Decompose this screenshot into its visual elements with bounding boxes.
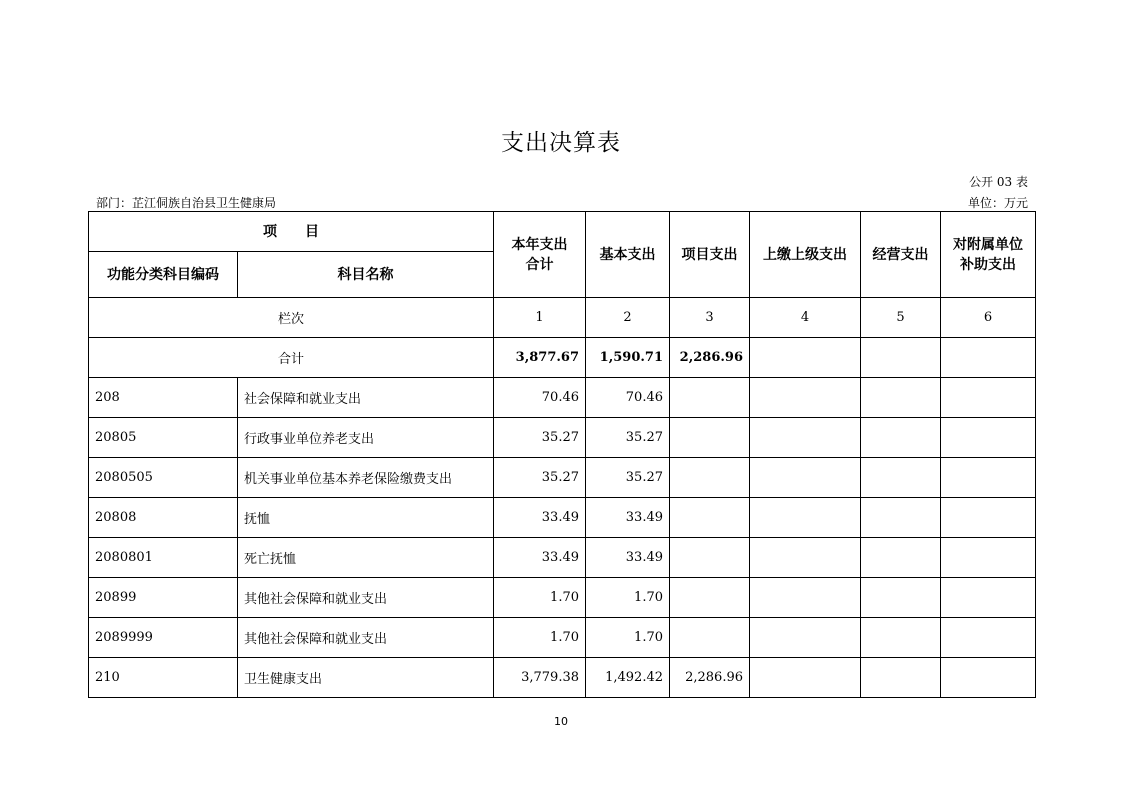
cell-code: 208 xyxy=(89,378,238,418)
column-index-1: 1 xyxy=(494,298,586,338)
expenditure-table xyxy=(88,211,1036,698)
cell-name: 社会保障和就业支出 xyxy=(238,378,494,418)
cell-basic: 33.49 xyxy=(586,498,670,538)
cell-name: 抚恤 xyxy=(238,498,494,538)
cell-code: 2080801 xyxy=(89,538,238,578)
cell-code: 20808 xyxy=(89,498,238,538)
header-row-1 xyxy=(89,212,1036,252)
column-index-row xyxy=(89,298,1036,338)
cell-basic: 1.70 xyxy=(586,578,670,618)
total-basic: 1,590.71 xyxy=(586,338,670,378)
page-number: 10 xyxy=(554,715,568,728)
cell-operation xyxy=(861,538,941,578)
table-row xyxy=(89,538,1036,578)
cell-name: 行政事业单位养老支出 xyxy=(238,418,494,458)
cell-name: 卫生健康支出 xyxy=(238,658,494,698)
column-index-label: 栏次 xyxy=(89,298,494,338)
cell-code: 20899 xyxy=(89,578,238,618)
table-row xyxy=(89,378,1036,418)
total-total: 3,877.67 xyxy=(494,338,586,378)
table-row xyxy=(89,658,1036,698)
cell-basic: 1,492.42 xyxy=(586,658,670,698)
cell-subsidy xyxy=(941,458,1036,498)
header-name: 科目名称 xyxy=(238,252,494,298)
cell-operation xyxy=(861,658,941,698)
column-index-2: 2 xyxy=(586,298,670,338)
cell-operation xyxy=(861,618,941,658)
header-subsidy xyxy=(941,212,1036,298)
table-row xyxy=(89,578,1036,618)
cell-project xyxy=(670,618,750,658)
table-row xyxy=(89,498,1036,538)
cell-project xyxy=(670,538,750,578)
cell-basic: 35.27 xyxy=(586,458,670,498)
unit-label: 单位：万元 xyxy=(967,196,1028,210)
cell-upper xyxy=(750,458,861,498)
cell-project xyxy=(670,458,750,498)
cell-basic: 70.46 xyxy=(586,378,670,418)
cell-upper xyxy=(750,578,861,618)
total-upper xyxy=(750,338,861,378)
cell-subsidy xyxy=(941,538,1036,578)
cell-upper xyxy=(750,658,861,698)
cell-total: 70.46 xyxy=(494,378,586,418)
cell-code: 2089999 xyxy=(89,618,238,658)
total-row xyxy=(89,338,1036,378)
cell-operation xyxy=(861,458,941,498)
cell-total: 1.70 xyxy=(494,578,586,618)
cell-subsidy xyxy=(941,578,1036,618)
cell-name: 机关事业单位基本养老保险缴费支出 xyxy=(238,458,494,498)
cell-code: 210 xyxy=(89,658,238,698)
cell-total: 1.70 xyxy=(494,618,586,658)
column-index-4: 4 xyxy=(750,298,861,338)
total-operation xyxy=(861,338,941,378)
cell-name: 其他社会保障和就业支出 xyxy=(238,618,494,658)
header-item-group: 项 目 xyxy=(89,212,494,252)
header-basic: 基本支出 xyxy=(586,212,670,298)
cell-operation xyxy=(861,418,941,458)
cell-total: 33.49 xyxy=(494,498,586,538)
cell-upper xyxy=(750,618,861,658)
cell-code: 20805 xyxy=(89,418,238,458)
cell-code: 2080505 xyxy=(89,458,238,498)
cell-total: 35.27 xyxy=(494,418,586,458)
column-index-5: 5 xyxy=(861,298,941,338)
cell-subsidy xyxy=(941,378,1036,418)
total-subsidy xyxy=(941,338,1036,378)
cell-subsidy xyxy=(941,498,1036,538)
table-row xyxy=(89,418,1036,458)
header-total-text: 本年支出合计 xyxy=(511,236,568,273)
cell-name: 其他社会保障和就业支出 xyxy=(238,578,494,618)
cell-upper xyxy=(750,418,861,458)
cell-operation xyxy=(861,378,941,418)
table-row xyxy=(89,458,1036,498)
cell-project xyxy=(670,578,750,618)
cell-operation xyxy=(861,498,941,538)
header-code: 功能分类科目编码 xyxy=(89,252,238,298)
cell-subsidy xyxy=(941,418,1036,458)
department-label: 部门：芷江侗族自治县卫生健康局 xyxy=(96,196,277,210)
cell-upper xyxy=(750,538,861,578)
table-code: 公开 03 表 xyxy=(969,175,1028,189)
cell-upper xyxy=(750,378,861,418)
cell-basic: 33.49 xyxy=(586,538,670,578)
column-index-3: 3 xyxy=(670,298,750,338)
table-row xyxy=(89,618,1036,658)
cell-upper xyxy=(750,498,861,538)
total-project: 2,286.96 xyxy=(670,338,750,378)
cell-project xyxy=(670,378,750,418)
header-operation: 经营支出 xyxy=(861,212,941,298)
column-index-6: 6 xyxy=(941,298,1036,338)
total-label: 合计 xyxy=(89,338,494,378)
cell-operation xyxy=(861,578,941,618)
cell-subsidy xyxy=(941,618,1036,658)
cell-project: 2,286.96 xyxy=(670,658,750,698)
cell-basic: 1.70 xyxy=(586,618,670,658)
cell-subsidy xyxy=(941,658,1036,698)
cell-project xyxy=(670,418,750,458)
cell-basic: 35.27 xyxy=(586,418,670,458)
cell-total: 35.27 xyxy=(494,458,586,498)
cell-total: 3,779.38 xyxy=(494,658,586,698)
header-subsidy-text: 对附属单位补助支出 xyxy=(953,236,1023,273)
header-upper: 上缴上级支出 xyxy=(750,212,861,298)
cell-total: 33.49 xyxy=(494,538,586,578)
cell-project xyxy=(670,498,750,538)
cell-name: 死亡抚恤 xyxy=(238,538,494,578)
page-title: 支出决算表 xyxy=(501,130,621,156)
header-total xyxy=(494,212,586,298)
header-project: 项目支出 xyxy=(670,212,750,298)
